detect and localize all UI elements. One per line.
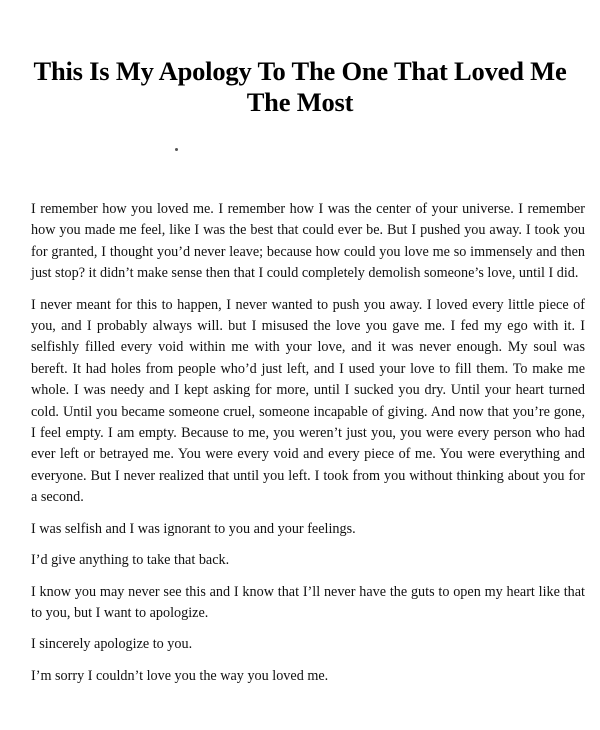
document-body xyxy=(31,199,585,697)
paragraph-3: I was selfish and I was ignorant to you and your feelings. xyxy=(31,520,356,537)
paragraph-7: I’m sorry I couldn’t love you the way you loved me. xyxy=(31,667,329,684)
paragraph-5: I know you may never see this and I know that I’ll never have the guts to open my heart like that to you, but I want to apologize. xyxy=(31,583,585,621)
paragraph-2: I never meant for this to happen, I never wanted to push you away. I loved every little piece of you, and I probably always will. but I misused the love you gave me. I fed my ego with it. I selfishly filled every void within me with your love, and it was never enough. My soul was bereft. It had holes from people who’d just left, and I used your love to fill them. To make me whole. I was needy and I kept asking for more, until I sucked you dry. Until your heart turned cold. Until you became someone cruel, someone incapable of giving. And now that you’re gone, I feel empty. I am empty. Because to me, you weren’t just you, you were every person who had ever left or betrayed me. You were every void and every piece of me. You were everything and everyone. But I never realized that until you left. I took from you without thinking about you for a second. xyxy=(31,296,585,506)
paragraph-1: I remember how you loved me. I remember how I was the center of your universe. I remember how you made me feel, like I was the best that could ever be. But I pushed you away. I took you for granted, I thought you’d never leave; because how could you love me so immensely and then just stop? it didn’t make sense then that I could completely demolish someone’s love, until I did. xyxy=(31,201,585,282)
paragraph-4: I’d give anything to take that back. xyxy=(31,552,230,569)
paragraph-6: I sincerely apologize to you. xyxy=(31,636,193,653)
document-title: This Is My Apology To The One That Loved Me The Most xyxy=(33,56,567,117)
stray-dot xyxy=(175,148,178,151)
